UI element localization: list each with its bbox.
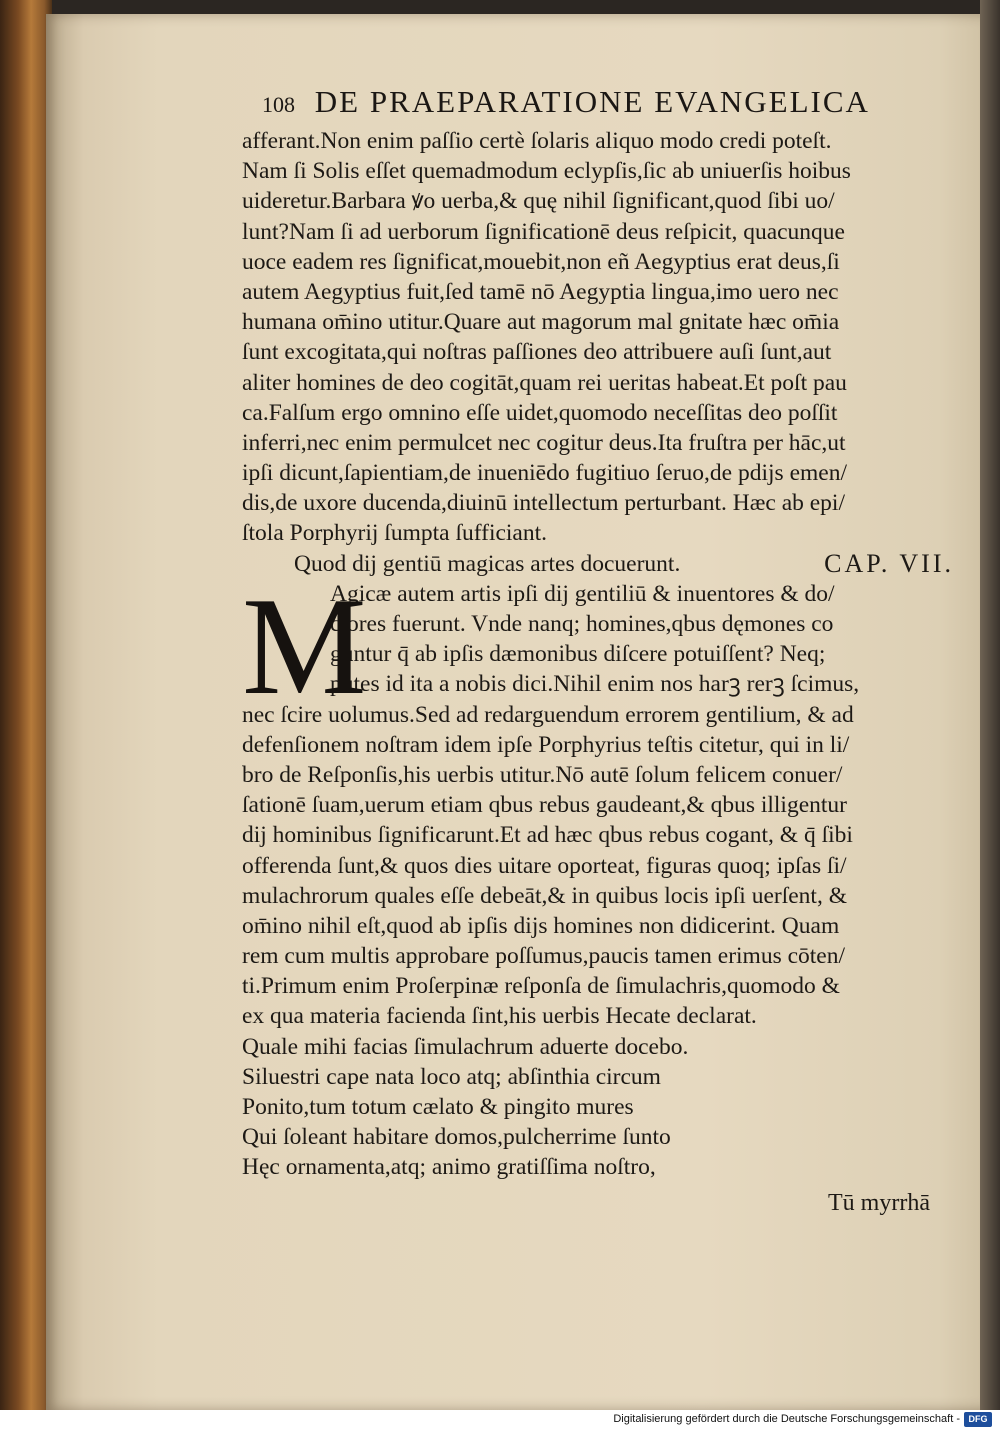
text-line: putes id ita a nobis dici.Nihil enim nos harꝫ rerꝫ ſcimus, (330, 671, 860, 698)
text-line: ſtola Porphyrij ſumpta ſufficiant. (242, 520, 548, 547)
verse-line: Siluestri cape nata loco atq; abſinthia circum (242, 1063, 661, 1090)
text-line: dis,de uxore ducenda,diuinū intellectum perturbant. Hæc ab epi/ (242, 490, 845, 517)
running-header (262, 84, 962, 124)
text-line: ca.Falſum ergo omnino eſſe uidet,quomodo neceſſitas deo poſſit (242, 399, 838, 426)
text-line: ti.Primum enim Proſerpinæ reſponſa de ſimulachris,quomodo & (242, 973, 840, 1000)
text-line: ctores fuerunt. Vnde nanq; homines,qbus dęmones co (330, 611, 834, 637)
text-line: aliter homines de deo cogitāt,quam rei ueritas habeat.Et poſt pau (242, 369, 847, 396)
catchword: Tū myrrhā (828, 1190, 930, 1216)
text-line: bro de Reſponſis,his uerbis utitur.Nō autē ſolum felicem conuer/ (242, 761, 843, 788)
text-line: ipſi dicunt,ſapientiam,de inueniēdo fugitiuo ſeruo,de pdijs emen/ (242, 460, 847, 487)
page-number: 108 (262, 92, 295, 117)
text-line: afferant.Non enim paſſio certè ſolaris aliquo modo credi poteſt. (242, 128, 832, 154)
book-spine-edge (0, 0, 52, 1410)
text-line: ſationē ſuam,uerum etiam qbus rebus gaudeant,& qbus illigentur (242, 792, 847, 819)
text-line: Nam ſi Solis eſſet quemadmodum eclypſis,ſic ab uniuerſis hoibus (242, 158, 851, 185)
running-title: DE PRAEPARATIONE EVANGELICA (314, 84, 870, 119)
page-right-edge (980, 0, 1000, 1410)
text-line: defenſionem noſtram idem ipſe Porphyrius teſtis citetur, qui in li/ (242, 731, 850, 758)
text-line: ſunt excogitata,qui noſtras paſſiones deo attribuere auſi ſunt,aut (242, 339, 832, 366)
text-line: uideretur.Barbara ꝟo uerba,& quę nihil ſignificant,quod ſibi uo/ (242, 188, 835, 215)
chapter-title: Quod dij gentiū magicas artes docuerunt. (294, 550, 681, 577)
verse-line: Qui ſoleant habitare domos,pulcherrime ſunto (242, 1124, 671, 1151)
main-text (242, 126, 958, 1183)
text-line: rem cum multis approbare poſſumus,paucis tamen erimus cōten/ (242, 943, 846, 970)
verse-line: Hęc ornamenta,atq; animo gratiſſima noſtro, (242, 1154, 656, 1181)
text-line: inferri,nec enim permulcet nec cogitur deus.Ita fruſtra per hāc,ut (242, 429, 846, 456)
verse-line: Ponito,tum totum cælato & pingito mures (242, 1094, 634, 1120)
dfg-logo: DFG (964, 1412, 992, 1427)
text-line: Agicæ autem artis ipſi dij gentiliū & inuentores & do/ (330, 580, 835, 607)
verse-line: Quale mihi facias ſimulachrum aduerte docebo. (242, 1033, 689, 1060)
text-line: uoce eadem res ſignificat,mouebit,non eñ Aegyptius erat deus,ſi (242, 248, 840, 275)
chapter-number: CAP. VII. (824, 548, 954, 578)
text-line: mulachrorum quales eſſe debeāt,& in quibus locis ipſi uerſent, & (242, 882, 847, 909)
text-line: autem Aegyptius fuit,ſed tamē nō Aegyptia lingua,imo uero nec (242, 278, 839, 305)
text-line: humana om̄ino utitur.Quare aut magorum mal gnitate hæc om̄ia (242, 309, 840, 336)
text-line: nec ſcire uolumus.Sed ad redarguendum errorem gentilium, & ad (242, 701, 854, 728)
text-line: guntur q̄ ab ipſis dæmonibus diſcere potuiſſent? Neq; (330, 641, 826, 668)
text-line: offerenda ſunt,& quos dies uitare oporteat, figuras quoq; ipſas ſi/ (242, 852, 847, 879)
text-line: om̄ino nihil eſt,quod ab ipſis dijs homines non didicerint. Quam (242, 912, 840, 939)
text-line: ex qua materia facienda ſint,his uerbis Hecate declarat. (242, 1003, 757, 1030)
footer-credit: Digitalisierung gefördert durch die Deutsche Forschungsgemeinschaft - (613, 1413, 960, 1425)
text-line: dij hominibus ſignificarunt.Et ad hæc qbus rebus cogant, & q̄ ſibi (242, 822, 853, 849)
decorated-initial: M (242, 569, 367, 724)
text-line: lunt?Nam ſi ad uerborum ſignificationē deus reſpicit, quacunque (242, 218, 845, 245)
